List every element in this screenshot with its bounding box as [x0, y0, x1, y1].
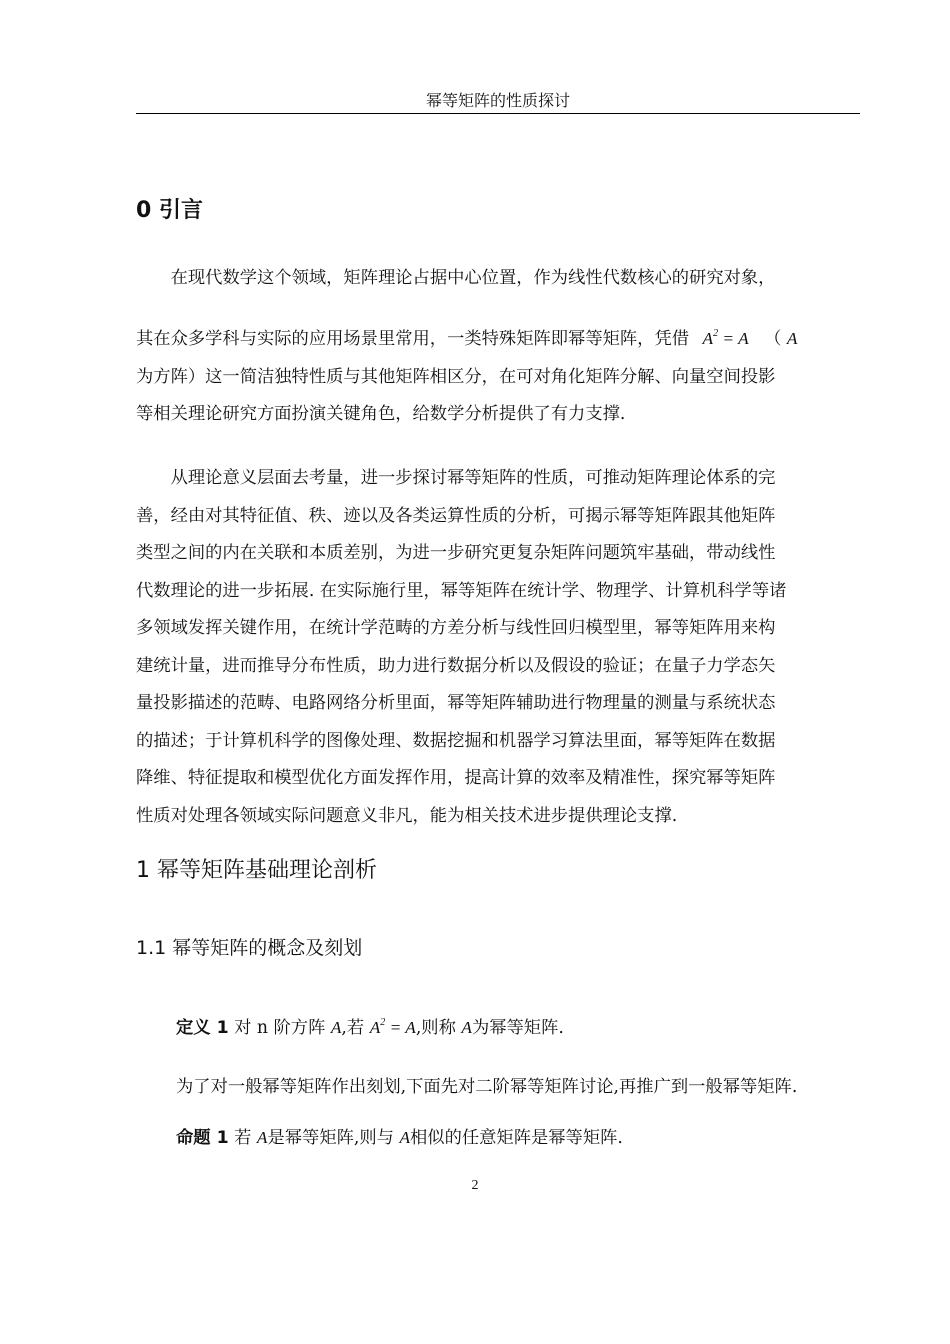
definition-1	[176, 1014, 564, 1042]
definition-text: ,若	[341, 1018, 365, 1038]
paragraph-line: 代数理论的进一步拓展. 在实际施行里，幂等矩阵在统计学、物理学、计算机科学等诸	[136, 580, 787, 601]
paragraph-line: 性质对处理各领域实际问题意义非凡，能为相关技术进步提供理论支撑.	[136, 805, 678, 826]
math-symbol-A: A	[461, 1018, 472, 1037]
subsection-heading-1-1: 1.1 幂等矩阵的概念及刻划	[136, 937, 363, 959]
intro-paragraph-1-cont	[136, 320, 860, 434]
definition-text: 对 n 阶方阵	[234, 1018, 326, 1038]
proposition-text: 是幂等矩阵,则与	[267, 1128, 394, 1148]
paragraph-line: 从理论意义层面去考量，进一步探讨幂等矩阵的性质，可推动矩阵理论体系的完	[170, 468, 776, 488]
math-symbol-A: A	[786, 329, 798, 348]
paragraph-line: 建统计量，进而推导分布性质，助力进行数据分析以及假设的验证；在量子力学态矢	[136, 655, 776, 676]
page-number: 2	[471, 1178, 479, 1193]
paragraph-line: 的描述；于计算机科学的图像处理、数据挖掘和机器学习算法里面，幂等矩阵在数据	[136, 730, 776, 751]
proposition-1	[176, 1124, 623, 1152]
equation-idempotent: $A^2 = A$	[702, 328, 749, 348]
running-header: 幂等矩阵的性质探讨	[425, 91, 570, 110]
section-heading-introduction: 0 引言	[136, 198, 203, 223]
paragraph-text: 其在众多学科与实际的应用场景里常用，一类特殊矩阵即幂等矩阵，凭借	[136, 329, 690, 349]
section-heading-1: 1 幂等矩阵基础理论剖析	[136, 858, 377, 883]
math-symbol-A: A	[330, 1018, 342, 1037]
intro-paragraph-2	[136, 460, 860, 835]
definition-text: ,则称	[415, 1018, 456, 1038]
math-symbol-A: A	[399, 1128, 410, 1147]
paragraph-line: 为方阵）这一简洁独特性质与其他矩阵相区分，在可对角化矩阵分解、向量空间投影	[136, 366, 776, 387]
definition-label: 定义 1	[176, 1018, 229, 1038]
proposition-text: 若	[234, 1128, 252, 1148]
paragraph-line: 善，经由对其特征值、秩、迹以及各类运算性质的分析，可揭示幂等矩阵跟其他矩阵	[136, 505, 776, 526]
paragraph-line	[136, 320, 860, 359]
paragraph-line: 量投影描述的范畴、电路网络分析里面，幂等矩阵辅助进行物理量的测量与系统状态	[136, 693, 776, 713]
intro-line: 为了对一般幂等矩阵作出刻划,下面先对二阶幂等矩阵讨论,再推广到一般幂等矩阵.	[176, 1077, 798, 1097]
math-symbol-A: A	[256, 1128, 268, 1147]
definition-text: 为幂等矩阵.	[471, 1018, 564, 1038]
proposition-label: 命题 1	[176, 1128, 229, 1148]
paragraph-line: 降维、特征提取和模型优化方面发挥作用，提高计算的效率及精准性，探究幂等矩阵	[136, 768, 776, 788]
intro-paragraph-1	[136, 260, 860, 298]
paren-open: （	[764, 329, 782, 349]
proposition-text: 相似的任意矩阵是幂等矩阵.	[410, 1128, 623, 1148]
equation-idempotent: $A^2 = A$	[369, 1017, 416, 1037]
paragraph-line: 多领域发挥关键作用，在统计学范畴的方差分析与线性回归模型里，幂等矩阵用来构	[136, 618, 776, 638]
paragraph-line: 类型之间的内在关联和本质差别，为进一步研究更复杂矩阵问题筑牢基础，带动线性	[136, 543, 776, 563]
header-rule	[136, 113, 860, 114]
paragraph-line: 等相关理论研究方面扮演关键角色，给数学分析提供了有力支撑.	[136, 404, 626, 424]
paragraph-line: 在现代数学这个领域，矩阵理论占据中心位置，作为线性代数核心的研究对象，	[170, 268, 776, 288]
